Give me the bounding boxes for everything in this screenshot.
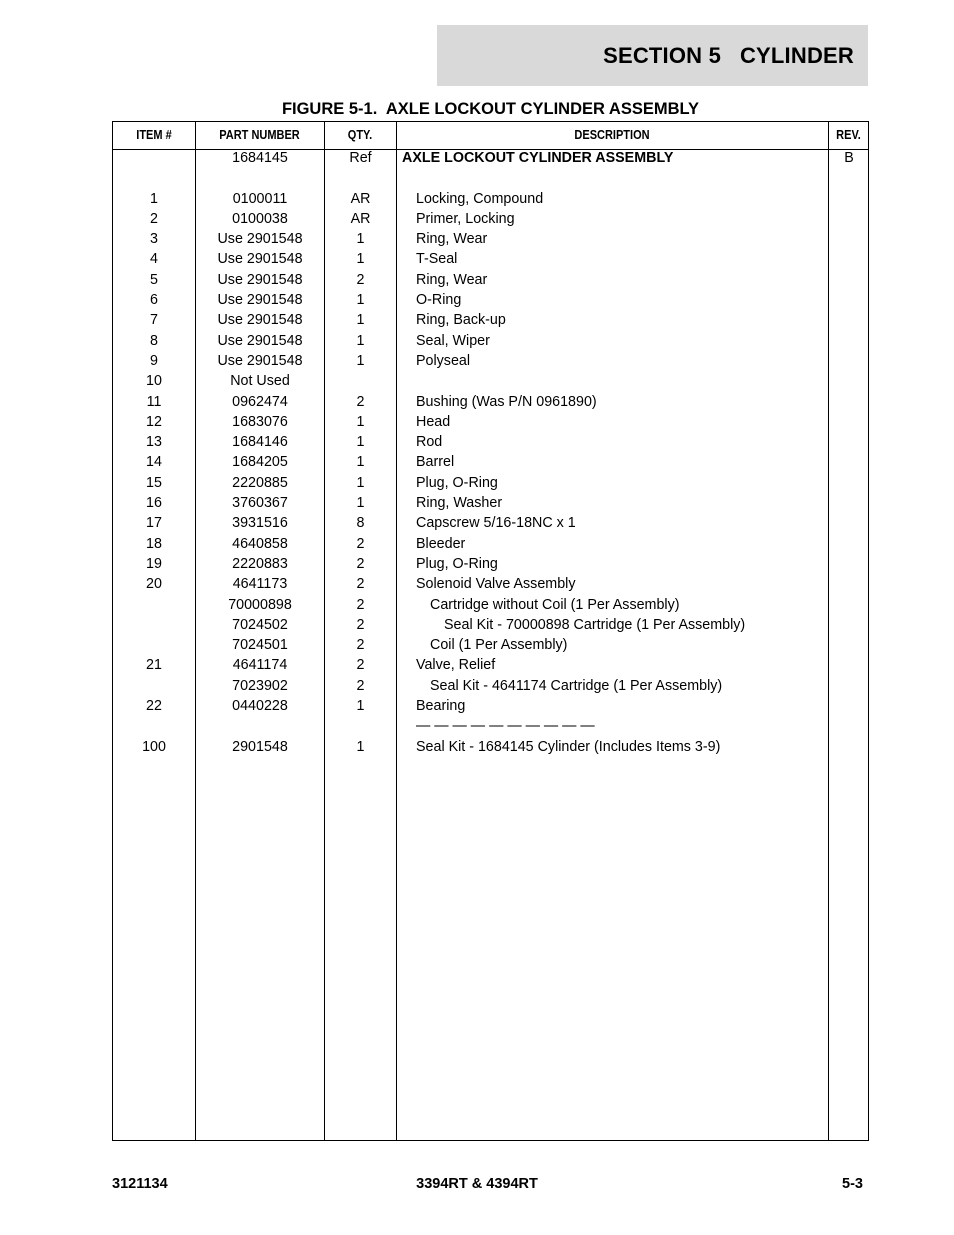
quantity-cell: 8 <box>356 515 365 532</box>
col-header-rev: REV. <box>836 128 861 142</box>
part-number-cell: Use 2901548 <box>217 312 303 329</box>
description-cell: Bleeder <box>416 535 466 552</box>
table-row <box>113 676 868 696</box>
table-row <box>113 310 868 330</box>
part-number-cell: 2901548 <box>232 738 288 755</box>
description-cell: Head <box>416 413 451 430</box>
description-cell: O-Ring <box>416 292 462 309</box>
part-number-cell: 70000898 <box>228 596 292 613</box>
part-number-cell: 7023902 <box>232 677 288 694</box>
item-number-cell: 9 <box>150 352 158 369</box>
item-number-cell: 4 <box>150 251 158 268</box>
table-body <box>113 148 868 757</box>
part-number-cell: 1684146 <box>232 434 288 451</box>
table-row <box>113 513 868 533</box>
part-number-cell: 3931516 <box>232 515 288 532</box>
quantity-cell: 1 <box>356 352 365 369</box>
description-cell: Seal Kit - 70000898 Cartridge (1 Per Assembly) <box>444 616 746 633</box>
table-row <box>113 554 868 574</box>
table-row <box>113 290 868 310</box>
part-number-cell: 7024502 <box>232 616 288 633</box>
description-cell: AXLE LOCKOUT CYLINDER ASSEMBLY <box>402 150 674 166</box>
quantity-cell: 1 <box>356 292 365 309</box>
part-number-cell: Not Used <box>230 373 290 390</box>
item-number-cell: 14 <box>146 454 162 471</box>
quantity-cell: AR <box>350 210 371 227</box>
quantity-cell: 2 <box>356 657 365 674</box>
item-number-cell: 19 <box>146 555 162 572</box>
col-header-part-number: PART NUMBER <box>219 128 300 142</box>
part-number-cell: Use 2901548 <box>217 332 303 349</box>
item-number-cell: 7 <box>150 312 158 329</box>
description-cell: T-Seal <box>416 251 458 268</box>
item-number-cell: 15 <box>146 474 162 491</box>
item-number-cell: 20 <box>146 576 162 593</box>
table-row <box>113 696 868 716</box>
table-row <box>113 371 868 391</box>
table-row <box>113 148 868 168</box>
part-number-cell: Use 2901548 <box>217 231 303 248</box>
part-number-cell: 7024501 <box>232 637 288 654</box>
description-cell: Ring, Washer <box>416 495 503 512</box>
part-number-cell: 4641173 <box>232 576 288 593</box>
quantity-cell: 2 <box>356 576 365 593</box>
table-row <box>113 249 868 269</box>
item-number-cell: 5 <box>150 271 158 288</box>
part-number-cell: 4640858 <box>232 535 288 552</box>
item-number-cell: 13 <box>146 434 162 451</box>
item-number-cell: 1 <box>150 190 158 207</box>
table-row <box>113 229 868 249</box>
part-number-cell: 4641174 <box>232 657 288 674</box>
description-cell: Capscrew 5/16-18NC x 1 <box>416 515 576 532</box>
item-number-cell: 22 <box>146 698 162 715</box>
table-row <box>113 168 868 188</box>
quantity-cell: Ref <box>349 150 372 166</box>
part-number-cell: 2220885 <box>232 474 288 491</box>
table-row <box>113 473 868 493</box>
parts-table <box>112 121 869 1141</box>
col-header-item: ITEM # <box>136 128 172 142</box>
description-cell: Polyseal <box>416 352 471 369</box>
footer-page-number: 5-3 <box>842 1176 863 1192</box>
footer-doc-number: 3121134 <box>112 1176 168 1192</box>
col-header-qty: QTY. <box>347 128 373 142</box>
quantity-cell: 2 <box>356 271 365 288</box>
table-row <box>113 493 868 513</box>
quantity-cell: 1 <box>356 332 365 349</box>
description-cell: Bushing (Was P/N 0961890) <box>416 393 597 410</box>
item-number-cell: 16 <box>146 495 162 512</box>
table-row <box>113 737 868 757</box>
table-row <box>113 452 868 472</box>
table-row <box>113 655 868 675</box>
quantity-cell: 1 <box>356 251 365 268</box>
description-cell: Seal Kit - 4641174 Cartridge (1 Per Assembly) <box>430 677 723 694</box>
quantity-cell: 1 <box>356 474 365 491</box>
quantity-cell: 2 <box>356 393 365 410</box>
description-cell: Solenoid Valve Assembly <box>416 576 576 593</box>
item-number-cell: 18 <box>146 535 162 552</box>
item-number-cell: 2 <box>150 210 158 227</box>
description-cell: Cartridge without Coil (1 Per Assembly) <box>430 596 680 613</box>
quantity-cell: 1 <box>356 495 365 512</box>
description-cell: Bearing <box>416 698 466 715</box>
table-row <box>113 189 868 209</box>
item-number-cell: 17 <box>146 515 162 532</box>
item-number-cell: 8 <box>150 332 158 349</box>
description-cell: Seal Kit - 1684145 Cylinder (Includes Items 3-9) <box>416 738 721 755</box>
item-number-cell: 10 <box>146 373 162 390</box>
description-cell: Ring, Back-up <box>416 312 506 329</box>
part-number-cell: Use 2901548 <box>217 251 303 268</box>
part-number-cell: 3760367 <box>232 495 288 512</box>
part-number-cell: 0100011 <box>232 190 288 207</box>
part-number-cell: Use 2901548 <box>217 352 303 369</box>
description-cell: Plug, O-Ring <box>416 474 498 491</box>
table-row <box>113 574 868 594</box>
table-row <box>113 534 868 554</box>
description-cell: Ring, Wear <box>416 231 488 248</box>
quantity-cell: 1 <box>356 454 365 471</box>
table-row <box>113 392 868 412</box>
item-number-cell: 6 <box>150 292 158 309</box>
part-number-cell: 0100038 <box>232 210 288 227</box>
quantity-cell: AR <box>350 190 371 207</box>
part-number-cell: 1684145 <box>232 150 288 166</box>
description-cell: Primer, Locking <box>416 210 515 227</box>
item-number-cell: 21 <box>146 657 162 674</box>
description-cell: Valve, Relief <box>416 657 496 674</box>
quantity-cell: 1 <box>356 698 365 715</box>
table-row <box>113 209 868 229</box>
table-row <box>113 615 868 635</box>
description-cell: Locking, Compound <box>416 190 544 207</box>
col-header-description: DESCRIPTION <box>574 128 650 142</box>
part-number-cell: Use 2901548 <box>217 292 303 309</box>
part-number-cell: Use 2901548 <box>217 271 303 288</box>
table-row <box>113 635 868 655</box>
quantity-cell: 2 <box>356 555 365 572</box>
quantity-cell: 2 <box>356 677 365 694</box>
revision-cell: B <box>844 150 854 166</box>
part-number-cell: 0962474 <box>232 393 288 410</box>
description-cell: Coil (1 Per Assembly) <box>430 637 568 654</box>
quantity-cell: 2 <box>356 535 365 552</box>
description-cell: Seal, Wiper <box>416 332 490 349</box>
quantity-cell: 2 <box>356 616 365 633</box>
part-number-cell: 2220883 <box>232 555 288 572</box>
item-number-cell: 100 <box>142 738 166 755</box>
item-number-cell: 11 <box>146 393 162 410</box>
table-row <box>113 331 868 351</box>
item-number-cell: 12 <box>146 413 162 430</box>
quantity-cell: 2 <box>356 637 365 654</box>
quantity-cell: 1 <box>356 231 365 248</box>
description-cell: — — — — — — — — — — <box>416 718 595 735</box>
table-row <box>113 716 868 736</box>
description-cell: Rod <box>416 434 443 451</box>
table-row <box>113 412 868 432</box>
quantity-cell: 1 <box>356 434 365 451</box>
quantity-cell: 2 <box>356 596 365 613</box>
description-cell: Plug, O-Ring <box>416 555 498 572</box>
table-row <box>113 432 868 452</box>
quantity-cell: 1 <box>356 312 365 329</box>
part-number-cell: 1683076 <box>232 413 288 430</box>
section-title: SECTION 5 CYLINDER <box>603 42 854 68</box>
item-number-cell: 3 <box>150 231 158 248</box>
part-number-cell: 1684205 <box>232 454 288 471</box>
section-header <box>437 25 868 86</box>
figure-title: FIGURE 5-1. AXLE LOCKOUT CYLINDER ASSEMBLY <box>281 100 700 118</box>
quantity-cell: 1 <box>356 738 365 755</box>
description-cell: Barrel <box>416 454 455 471</box>
table-row <box>113 595 868 615</box>
table-row <box>113 351 868 371</box>
footer-model: 3394RT & 4394RT <box>416 1176 538 1192</box>
quantity-cell: 1 <box>356 413 365 430</box>
part-number-cell: 0440228 <box>232 698 288 715</box>
table-row <box>113 270 868 290</box>
description-cell: Ring, Wear <box>416 271 488 288</box>
